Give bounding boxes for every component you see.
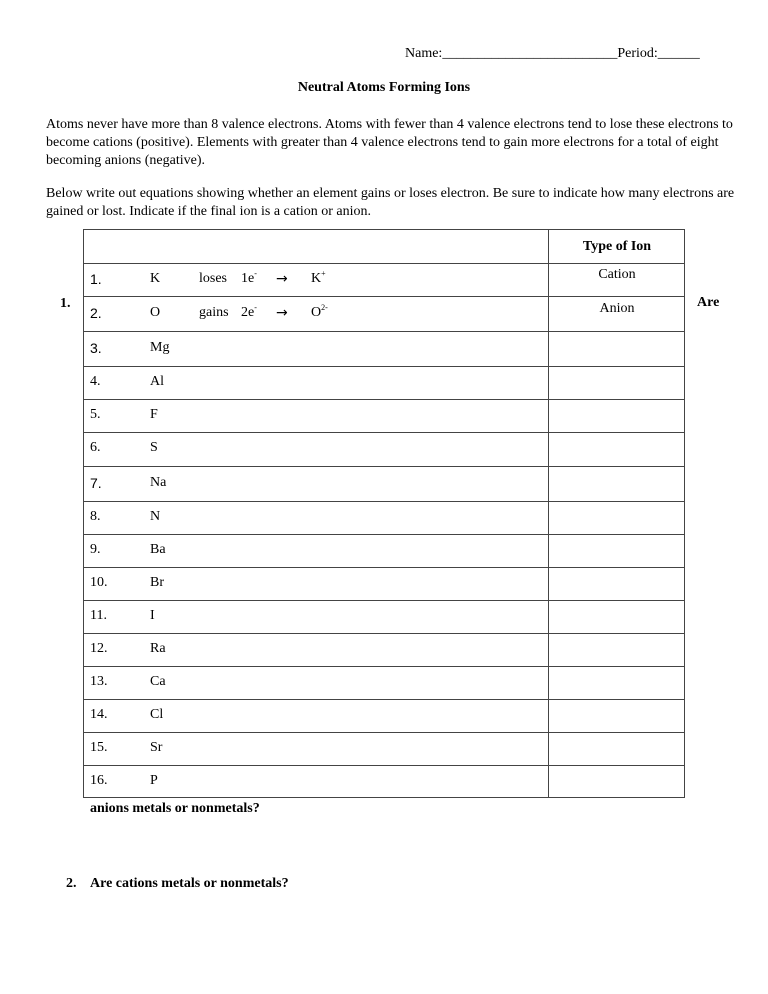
table-row-divider: [83, 331, 685, 332]
page-title: Neutral Atoms Forming Ions: [297, 80, 471, 95]
ion-charge-superscript: +: [321, 269, 326, 278]
row-electron-count-wrap: [241, 271, 257, 287]
row-number: 3.: [90, 340, 102, 356]
row-number: 15.: [90, 740, 108, 755]
table-row-divider: [83, 399, 685, 400]
intro-paragraph: Atoms never have more than 8 valence electrons. Atoms with fewer than 4 valence electrons tend to lose these electrons to become cations (positive). Elements with greater than 4 valence electrons tend to gain more electrons for a total of eight becoming anions (negative).: [46, 117, 733, 168]
question-1-text: anions metals or nonmetals?: [90, 801, 260, 816]
row-action: loses: [199, 271, 227, 286]
table-row-divider: [83, 263, 685, 264]
row-number: 7.: [90, 475, 102, 491]
arrow-icon: →: [276, 271, 288, 287]
table-row-divider: [83, 633, 685, 634]
question-1-start: Are: [697, 295, 720, 310]
row-element: Ra: [150, 641, 166, 656]
question-2: [66, 876, 289, 892]
row-element: Al: [150, 374, 164, 389]
row-resulting-ion: [311, 271, 326, 287]
table-row-divider: [83, 600, 685, 601]
table-row-divider: [83, 567, 685, 568]
type-of-ion-header: Type of Ion: [582, 239, 652, 254]
row-electron-count: 2e: [241, 305, 255, 320]
row-number: 8.: [90, 509, 101, 524]
table-row-divider: [83, 296, 685, 297]
ion-symbol: O: [311, 305, 322, 320]
table-row-divider: [83, 501, 685, 502]
row-number: 6.: [90, 440, 101, 455]
row-number: 13.: [90, 674, 108, 689]
row-number: 11.: [90, 608, 107, 623]
row-number: 5.: [90, 407, 101, 422]
instructions-paragraph: Below write out equations showing whether an element gains or loses electron. Be sure to indicate how many electrons are gained or lost. Indicate if the final ion is a cation or anion.: [46, 186, 735, 219]
row-number: 10.: [90, 575, 108, 590]
row-resulting-ion: [311, 305, 328, 321]
question-1-number: 1.: [60, 296, 71, 311]
row-element: I: [150, 608, 155, 623]
name-period-line: Name:_________________________Period:______: [405, 46, 700, 61]
row-element: K: [150, 271, 161, 286]
row-number: 9.: [90, 542, 101, 557]
row-element: Cl: [150, 707, 164, 722]
arrow-icon: →: [276, 305, 288, 321]
table-row-divider: [83, 534, 685, 535]
question-2-number: 2.: [66, 876, 77, 891]
row-element: N: [150, 509, 161, 524]
row-number: 1.: [90, 271, 102, 287]
table-row-divider: [83, 366, 685, 367]
row-element: P: [150, 773, 158, 788]
row-number: 2.: [90, 305, 102, 321]
ion-charge-superscript: 2-: [321, 303, 328, 312]
row-electron-count: 1e: [241, 271, 255, 286]
row-number: 14.: [90, 707, 108, 722]
row-element: Sr: [150, 740, 163, 755]
row-element: Mg: [150, 340, 170, 355]
question-2-text: Are cations metals or nonmetals?: [90, 876, 289, 891]
row-element: Br: [150, 575, 164, 590]
row-element: S: [150, 440, 158, 455]
row-number: 4.: [90, 374, 101, 389]
table-row-divider: [83, 432, 685, 433]
ion-symbol: K: [311, 271, 322, 286]
electron-charge-superscript: -: [254, 303, 257, 312]
table-row-divider: [83, 699, 685, 700]
row-action: gains: [199, 305, 229, 320]
row-element: Ca: [150, 674, 166, 689]
table-row-divider: [83, 466, 685, 467]
row-number: 16.: [90, 773, 108, 788]
row-ion-type: Anion: [599, 301, 635, 316]
row-ion-type: Cation: [598, 267, 636, 282]
row-number: 12.: [90, 641, 108, 656]
electron-charge-superscript: -: [254, 269, 257, 278]
table-row-divider: [83, 765, 685, 766]
row-element: Na: [150, 475, 167, 490]
table-row-divider: [83, 666, 685, 667]
row-element: O: [150, 305, 161, 320]
table-row-divider: [83, 732, 685, 733]
row-element: F: [150, 407, 158, 422]
row-electron-count-wrap: [241, 305, 257, 321]
row-element: Ba: [150, 542, 166, 557]
